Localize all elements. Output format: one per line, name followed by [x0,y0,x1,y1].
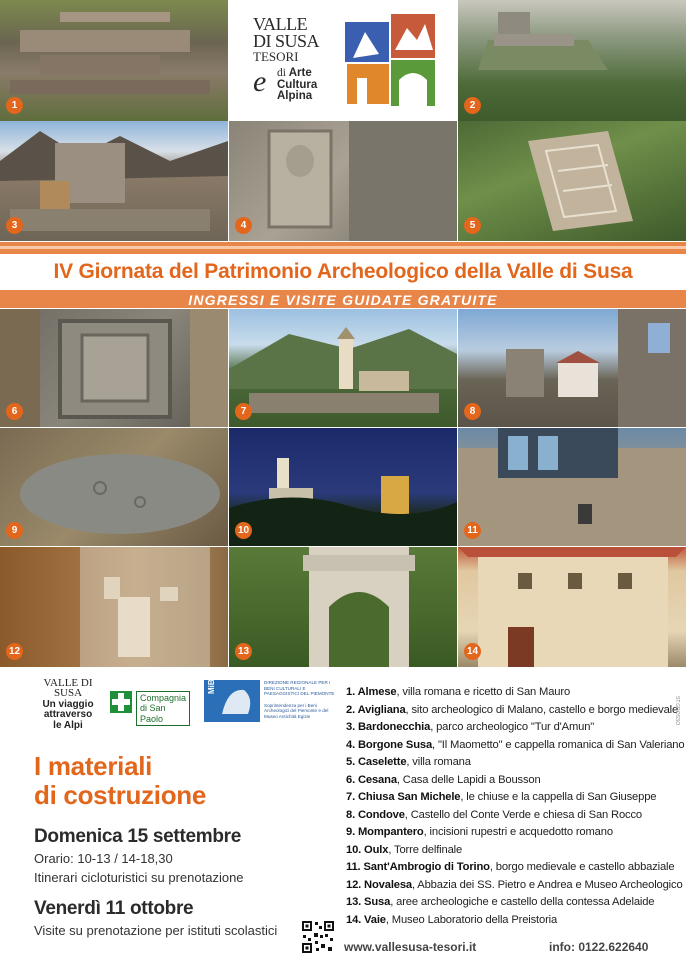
rock-carving-illustration [229,121,457,241]
sponsor-logos [0,667,335,736]
event-title: IV Giornata del Patrimonio Archeologico della Valle di Susa [53,260,633,283]
valle-di-susa-logo [229,0,457,121]
castle-illustration [458,0,686,121]
mibac-text-line1: DIREZIONE REGIONALE PER I BENI CULTURALI E PAESAGGISTICI DEL PIEMONTE [264,680,335,696]
list-item: 4. Borgone Susa, "Il Maometto" e cappella romanica di San Valeriano [346,738,685,751]
list-item: 5. Caselette, villa romana [346,756,471,768]
museum-showcase-illustration [0,547,228,667]
rock-engraving-illustration [0,428,228,546]
photo-chiusa-san-michele [229,309,457,427]
logo-e: e [253,65,267,98]
photo-number: 4 [235,217,252,234]
list-item: 3. Bardonecchia, parco archeologico "Tur d'Amun" [346,721,595,733]
title-band [0,254,686,290]
event-theme-line1: I materiali [34,751,153,781]
logo-line-di-susa: DI SUSA [253,31,320,52]
event-bike-itineraries: Itinerari cicloturistici su prenotazione [34,870,244,885]
photo-number: 13 [235,643,252,660]
valle-di-susa-sponsor-logo [33,678,103,730]
list-item: 6. Cesana, Casa delle Lapidi a Bousson [346,773,541,786]
mibac-text [264,680,338,719]
mibac-emblem-icon [204,667,260,722]
logo-art-cultura [277,68,317,103]
photo-bardonecchia [0,121,228,241]
photo-number: 11 [464,522,481,539]
sponsor-valle-line5: le Alpi [53,719,83,731]
list-item: 13. Susa, aree archeologiche e castello della contessa Adelaide [346,896,655,908]
sponsor-valle-line1: VALLE DI [43,677,93,689]
logo-di: di [277,67,286,79]
photo-caselette [458,121,686,241]
ruins-illustration [0,0,228,121]
list-item: 1. Almese, villa romana e ricetto di San Mauro [346,686,571,698]
decorative-band-stripe [0,246,686,249]
photo-vaie [458,547,686,667]
logo-arte: Arte [288,67,312,79]
mibac-logo [204,667,335,724]
sponsor-valle-line3: Un viaggio [42,698,94,710]
qr-code-icon[interactable] [301,920,335,954]
church-illustration [229,309,457,427]
night-tower-illustration [229,428,457,546]
photo-oulx [229,428,457,546]
photo-avigliana [458,0,686,121]
photo-susa [229,547,457,667]
event-theme-line2: di costruzione [34,779,207,810]
compagnia-cross-icon [110,691,132,713]
photo-number: 7 [235,403,252,420]
photo-cesana [0,309,228,427]
contact-phone: info: 0122.622640 [549,940,649,954]
photo-number: 14 [464,643,481,660]
event-date-primary: Domenica 15 settembre [34,826,242,847]
photo-number: 1 [6,97,23,114]
photo-almese [0,0,228,121]
photo-borgone-susa [229,121,457,241]
print-code: ST.GROSSO [674,696,680,726]
event-date-secondary: Venerdì 11 ottobre [34,898,194,919]
sponsor-valle-line4: attraverso [43,709,93,721]
compagnia-san-paolo-logo [110,689,190,724]
list-item: 10. Oulx, Torre delfinale [346,843,463,856]
photo-number: 3 [6,217,23,234]
photo-number: 10 [235,522,252,539]
museum-building-illustration [458,547,686,667]
compagnia-line1: Compagnia [140,693,187,703]
roman-arch-illustration [229,547,457,667]
mibac-label: MiBAC [207,667,216,694]
photo-number: 2 [464,97,481,114]
subtitle-band [0,290,686,308]
logo-alpina: Alpina [277,90,313,102]
photo-condove [458,309,686,427]
castle-ruins-illustration [458,309,686,427]
list-item: 7. Chiusa San Michele, le chiuse e la cappella di San Giuseppe [346,791,657,803]
compagnia-line2: di San Paolo [140,703,166,724]
photo-number: 5 [464,217,481,234]
photo-number: 6 [6,403,23,420]
event-hours: Orario: 10-13 / 14-18,30 [34,851,173,866]
photo-number: 8 [464,403,481,420]
photo-novalesa [0,547,228,667]
mibac-text-line2: Soprintendenza per i Beni Archeologici del Piemonte e del Museo Antichità Egizie [264,702,329,719]
list-item: 14. Vaie, Museo Laboratorio della Preistoria [346,913,558,926]
event-theme-heading [34,752,206,809]
mountain-ruins-illustration [0,121,228,241]
carved-stone-illustration [0,309,228,427]
list-item: 12. Novalesa, Abbazia dei SS. Pietro e Andrea e Museo Archeologico [346,878,683,891]
excavation-illustration [458,121,686,241]
logo-wordmark [253,14,351,102]
abbey-illustration [458,428,686,546]
list-item: 9. Mompantero, incisioni rupestri e acquedotto romano [346,826,613,838]
logo-mark-icon [345,14,437,106]
logo-line-tesori: TESORI [253,49,299,65]
compagnia-text [136,691,190,726]
list-item: 2. Avigliana, sito archeologico di Malano, castello e borgo medievale [346,703,679,716]
list-item: 8. Condove, Castello del Conte Verde e chiesa di San Rocco [346,808,643,821]
list-item: 11. Sant'Ambrogio di Torino, borgo medievale e castello abbaziale [346,861,675,873]
logo-cultura: Cultura [277,78,318,91]
photo-sant-ambrogio [458,428,686,546]
event-school-visits: Visite su prenotazione per istituti scolastici [34,923,278,938]
website-link[interactable]: www.vallesusa-tesori.it [344,940,477,954]
photo-mompantero [0,428,228,546]
photo-number: 12 [6,643,23,660]
sponsor-valle-line2: SUSA [53,687,83,700]
logo-line-valle: VALLE [253,14,308,34]
photo-number: 9 [6,522,23,539]
event-subtitle: INGRESSI E VISITE GUIDATE GRATUITE [188,292,498,308]
